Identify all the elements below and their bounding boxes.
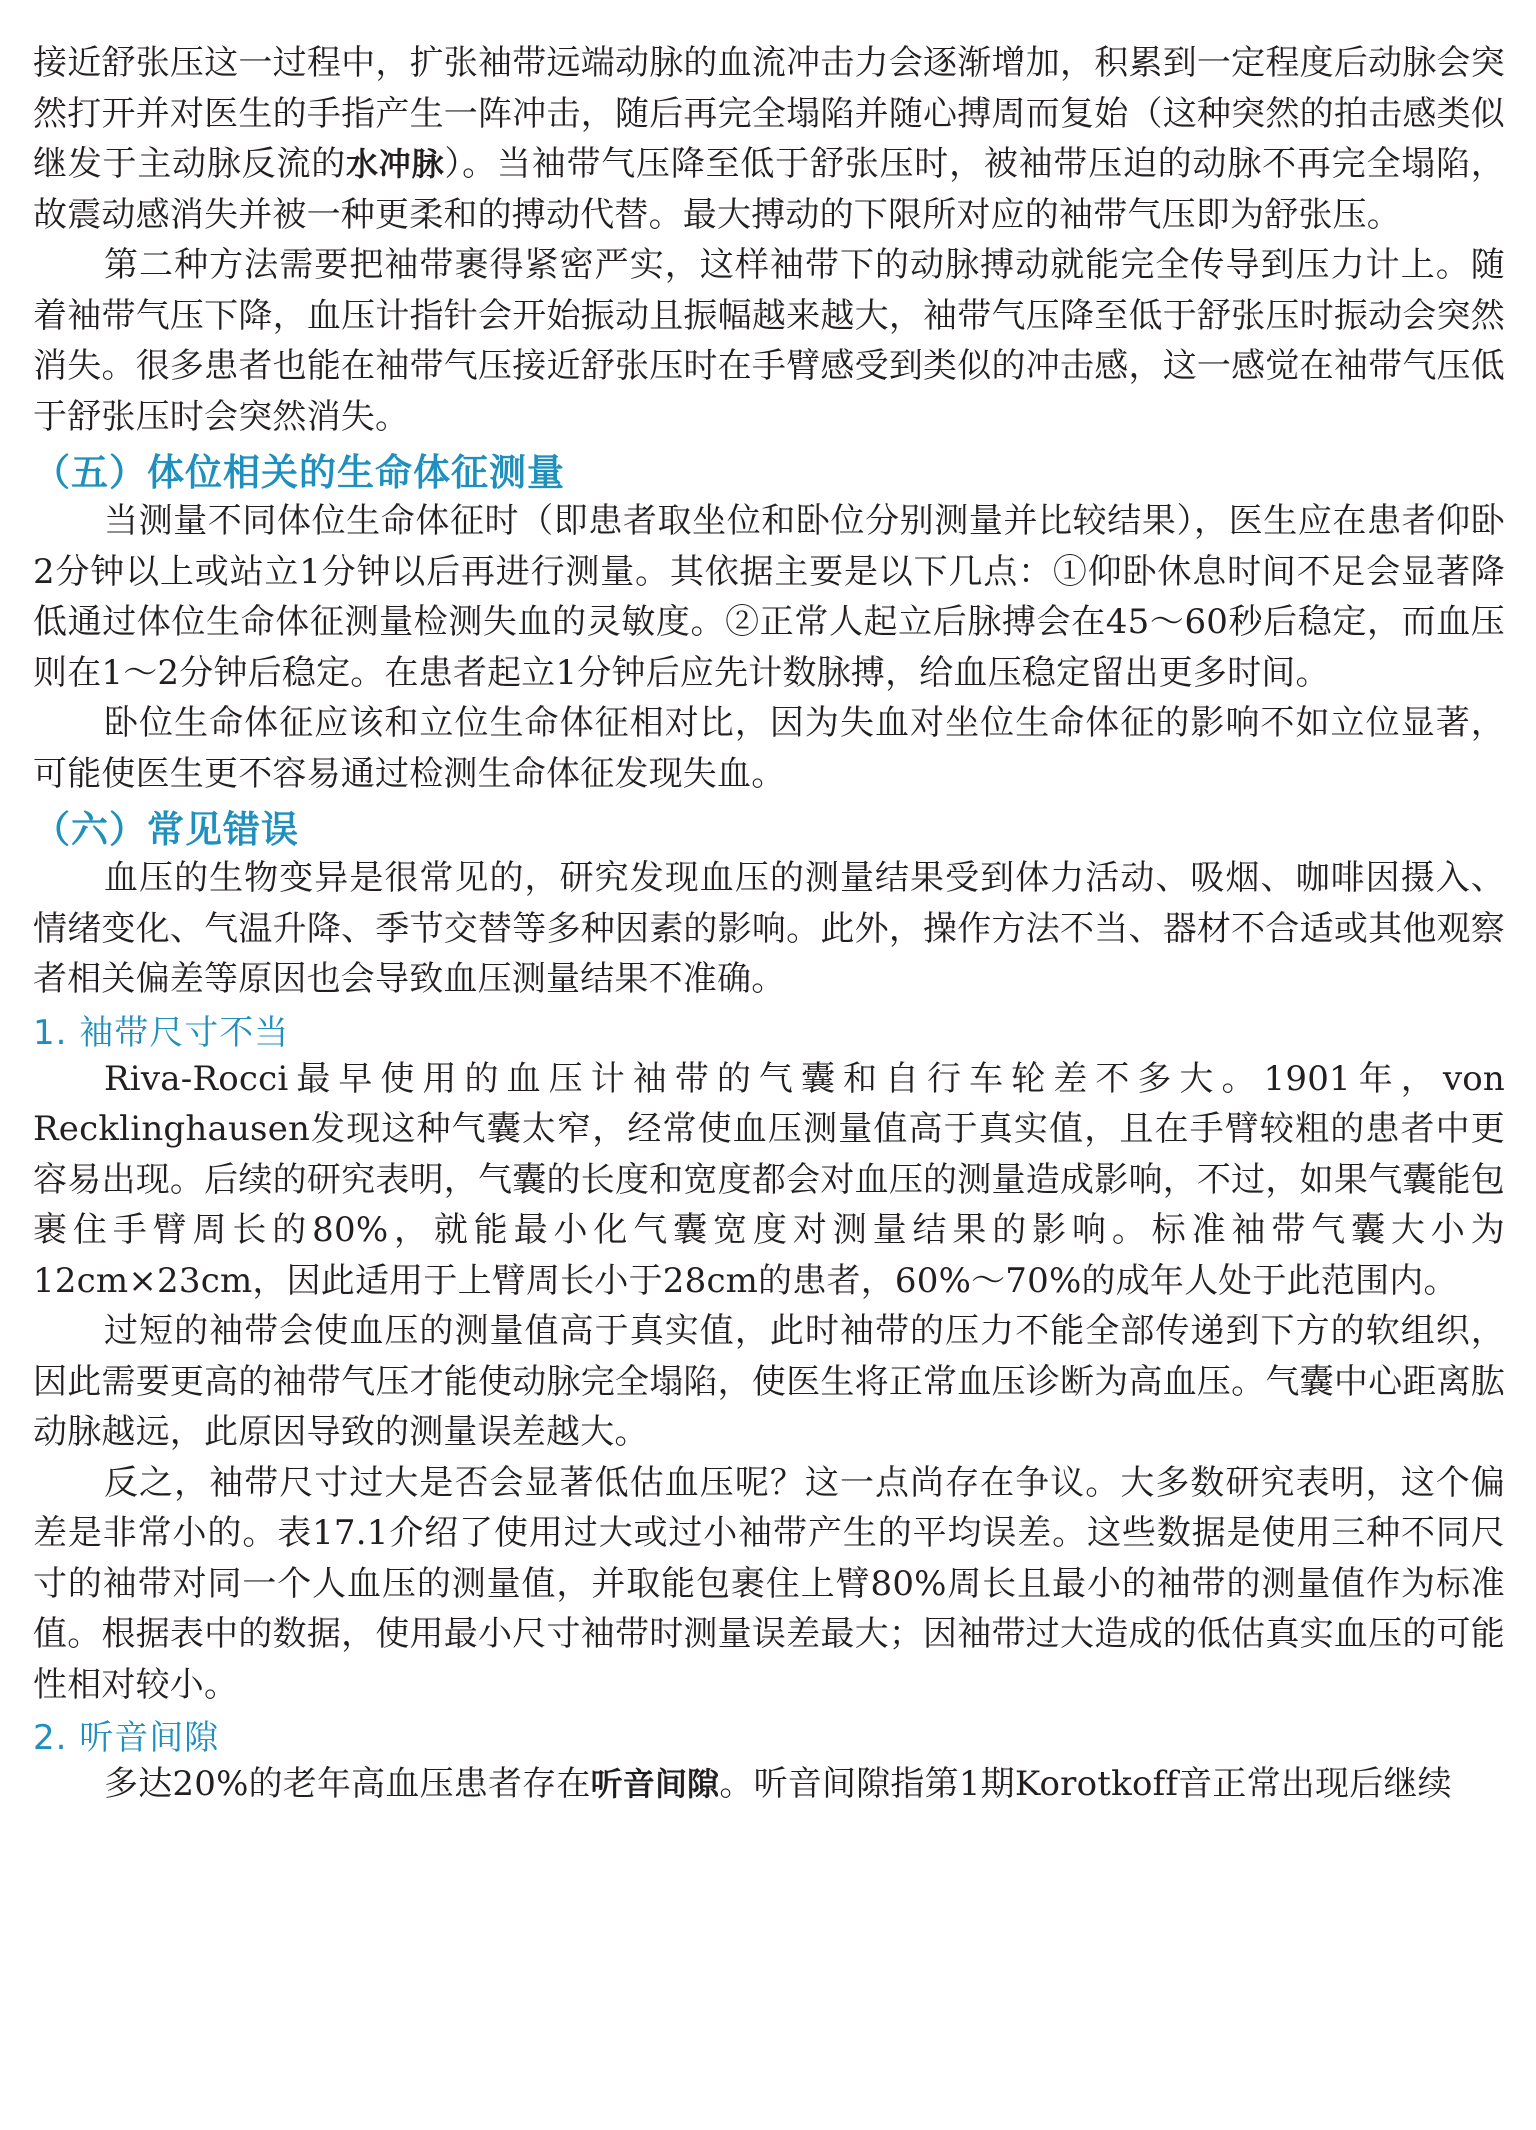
key-term: 听音间隙 xyxy=(590,1765,720,1803)
paragraph-text: ）。当袖带气压降至低于舒张压时，被袖带压迫的动脉不再完全塌陷，故震动感消失并被一种更柔和的搏动代替。最大搏动的下限所对应的袖带气压即为舒张压。 xyxy=(33,144,1505,235)
key-term: 水冲脉 xyxy=(346,145,445,183)
subsection-heading: 1. 袖带尺寸不当 xyxy=(33,1012,290,1053)
section-heading: （五）体位相关的生命体征测量 xyxy=(33,451,565,494)
paragraph xyxy=(33,38,1505,240)
paragraph-text: 接近舒张压这一过程中，扩张袖带远端动脉的血流冲击力会逐渐增加，积累到一定程度后动脉会突然打开并对医生的手指产生一阵冲击，随后再完全塌陷并随心搏周而复始（这种突然的拍击感类似继发于主动脉反流的 xyxy=(33,43,1505,184)
subsection-heading: 2. 听音间隙 xyxy=(33,1718,220,1758)
paragraph: 反之，袖带尺寸过大是否会显著低估血压呢？这一点尚存在争议。大多数研究表明，这个偏差是非常小的。表17.1介绍了使用过大或过小袖带产生的平均误差。这些数据是使用三种不同尺寸的袖带对同一个人血压的测量值，并取能包裹住上臂80%周长且最小的袖带的测量值作为标准值。根据表中的数据，使用最小尺寸袖带时测量误差最大；因袖带过大造成的低估真实血压的可能性相对较小。 xyxy=(33,1462,1505,1705)
paragraph: 血压的生物变异是很常见的，研究发现血压的测量结果受到体力活动、吸烟、咖啡因摄入、情绪变化、气温升降、季节交替等多种因素的影响。此外，操作方法不当、器材不合适或其他观察者相关偏差等原因也会导致血压测量结果不准确。 xyxy=(33,858,1505,999)
paragraph xyxy=(33,1759,1505,1810)
section-heading: （六）常见错误 xyxy=(33,808,299,851)
paragraph-text: 。听音间隙指第1期Korotkoff音正常出现后继续 xyxy=(719,1764,1452,1804)
paragraph-text: 多达20%的老年高血压患者存在 xyxy=(104,1764,591,1804)
document-page xyxy=(33,38,1505,1810)
paragraph: 卧位生命体征应该和立位生命体征相对比，因为失血对坐位生命体征的影响不如立位显著，可能使医生更不容易通过检测生命体征发现失血。 xyxy=(33,703,1505,794)
paragraph: 当测量不同体位生命体征时（即患者取坐位和卧位分别测量并比较结果），医生应在患者仰卧2分钟以上或站立1分钟以后再进行测量。其依据主要是以下几点：①仰卧休息时间不足会显著降低通过体位生命体征测量检测失血的灵敏度。②正常人起立后脉搏会在45～60秒后稳定，而血压则在1～2分钟后稳定。在患者起立1分钟后应先计数脉搏，给血压稳定留出更多时间。 xyxy=(33,501,1505,693)
paragraph: 过短的袖带会使血压的测量值高于真实值，此时袖带的压力不能全部传递到下方的软组织，因此需要更高的袖带气压才能使动脉完全塌陷，使医生将正常血压诊断为高血压。气囊中心距离肱动脉越远，此原因导致的测量误差越大。 xyxy=(33,1311,1505,1452)
paragraph: 第二种方法需要把袖带裹得紧密严实，这样袖带下的动脉搏动就能完全传导到压力计上。随着袖带气压下降，血压计指针会开始振动且振幅越来越大，袖带气压降至低于舒张压时振动会突然消失。很多患者也能在袖带气压接近舒张压时在手臂感受到类似的冲击感，这一感觉在袖带气压低于舒张压时会突然消失。 xyxy=(33,245,1505,437)
paragraph: Riva-Rocci最早使用的血压计袖带的气囊和自行车轮差不多大。1901年，von Recklinghausen发现这种气囊太窄，经常使血压测量值高于真实值，且在手臂较粗的患者中更容易出现。后续的研究表明，气囊的长度和宽度都会对血压的测量造成影响，不过，如果气囊能包裹住手臂周长的80%，就能最小化气囊宽度对测量结果的影响。标准袖带气囊大小为12cm×23cm，因此适用于上臂周长小于28cm的患者，60%～70%的成年人处于此范围内。 xyxy=(33,1058,1505,1301)
